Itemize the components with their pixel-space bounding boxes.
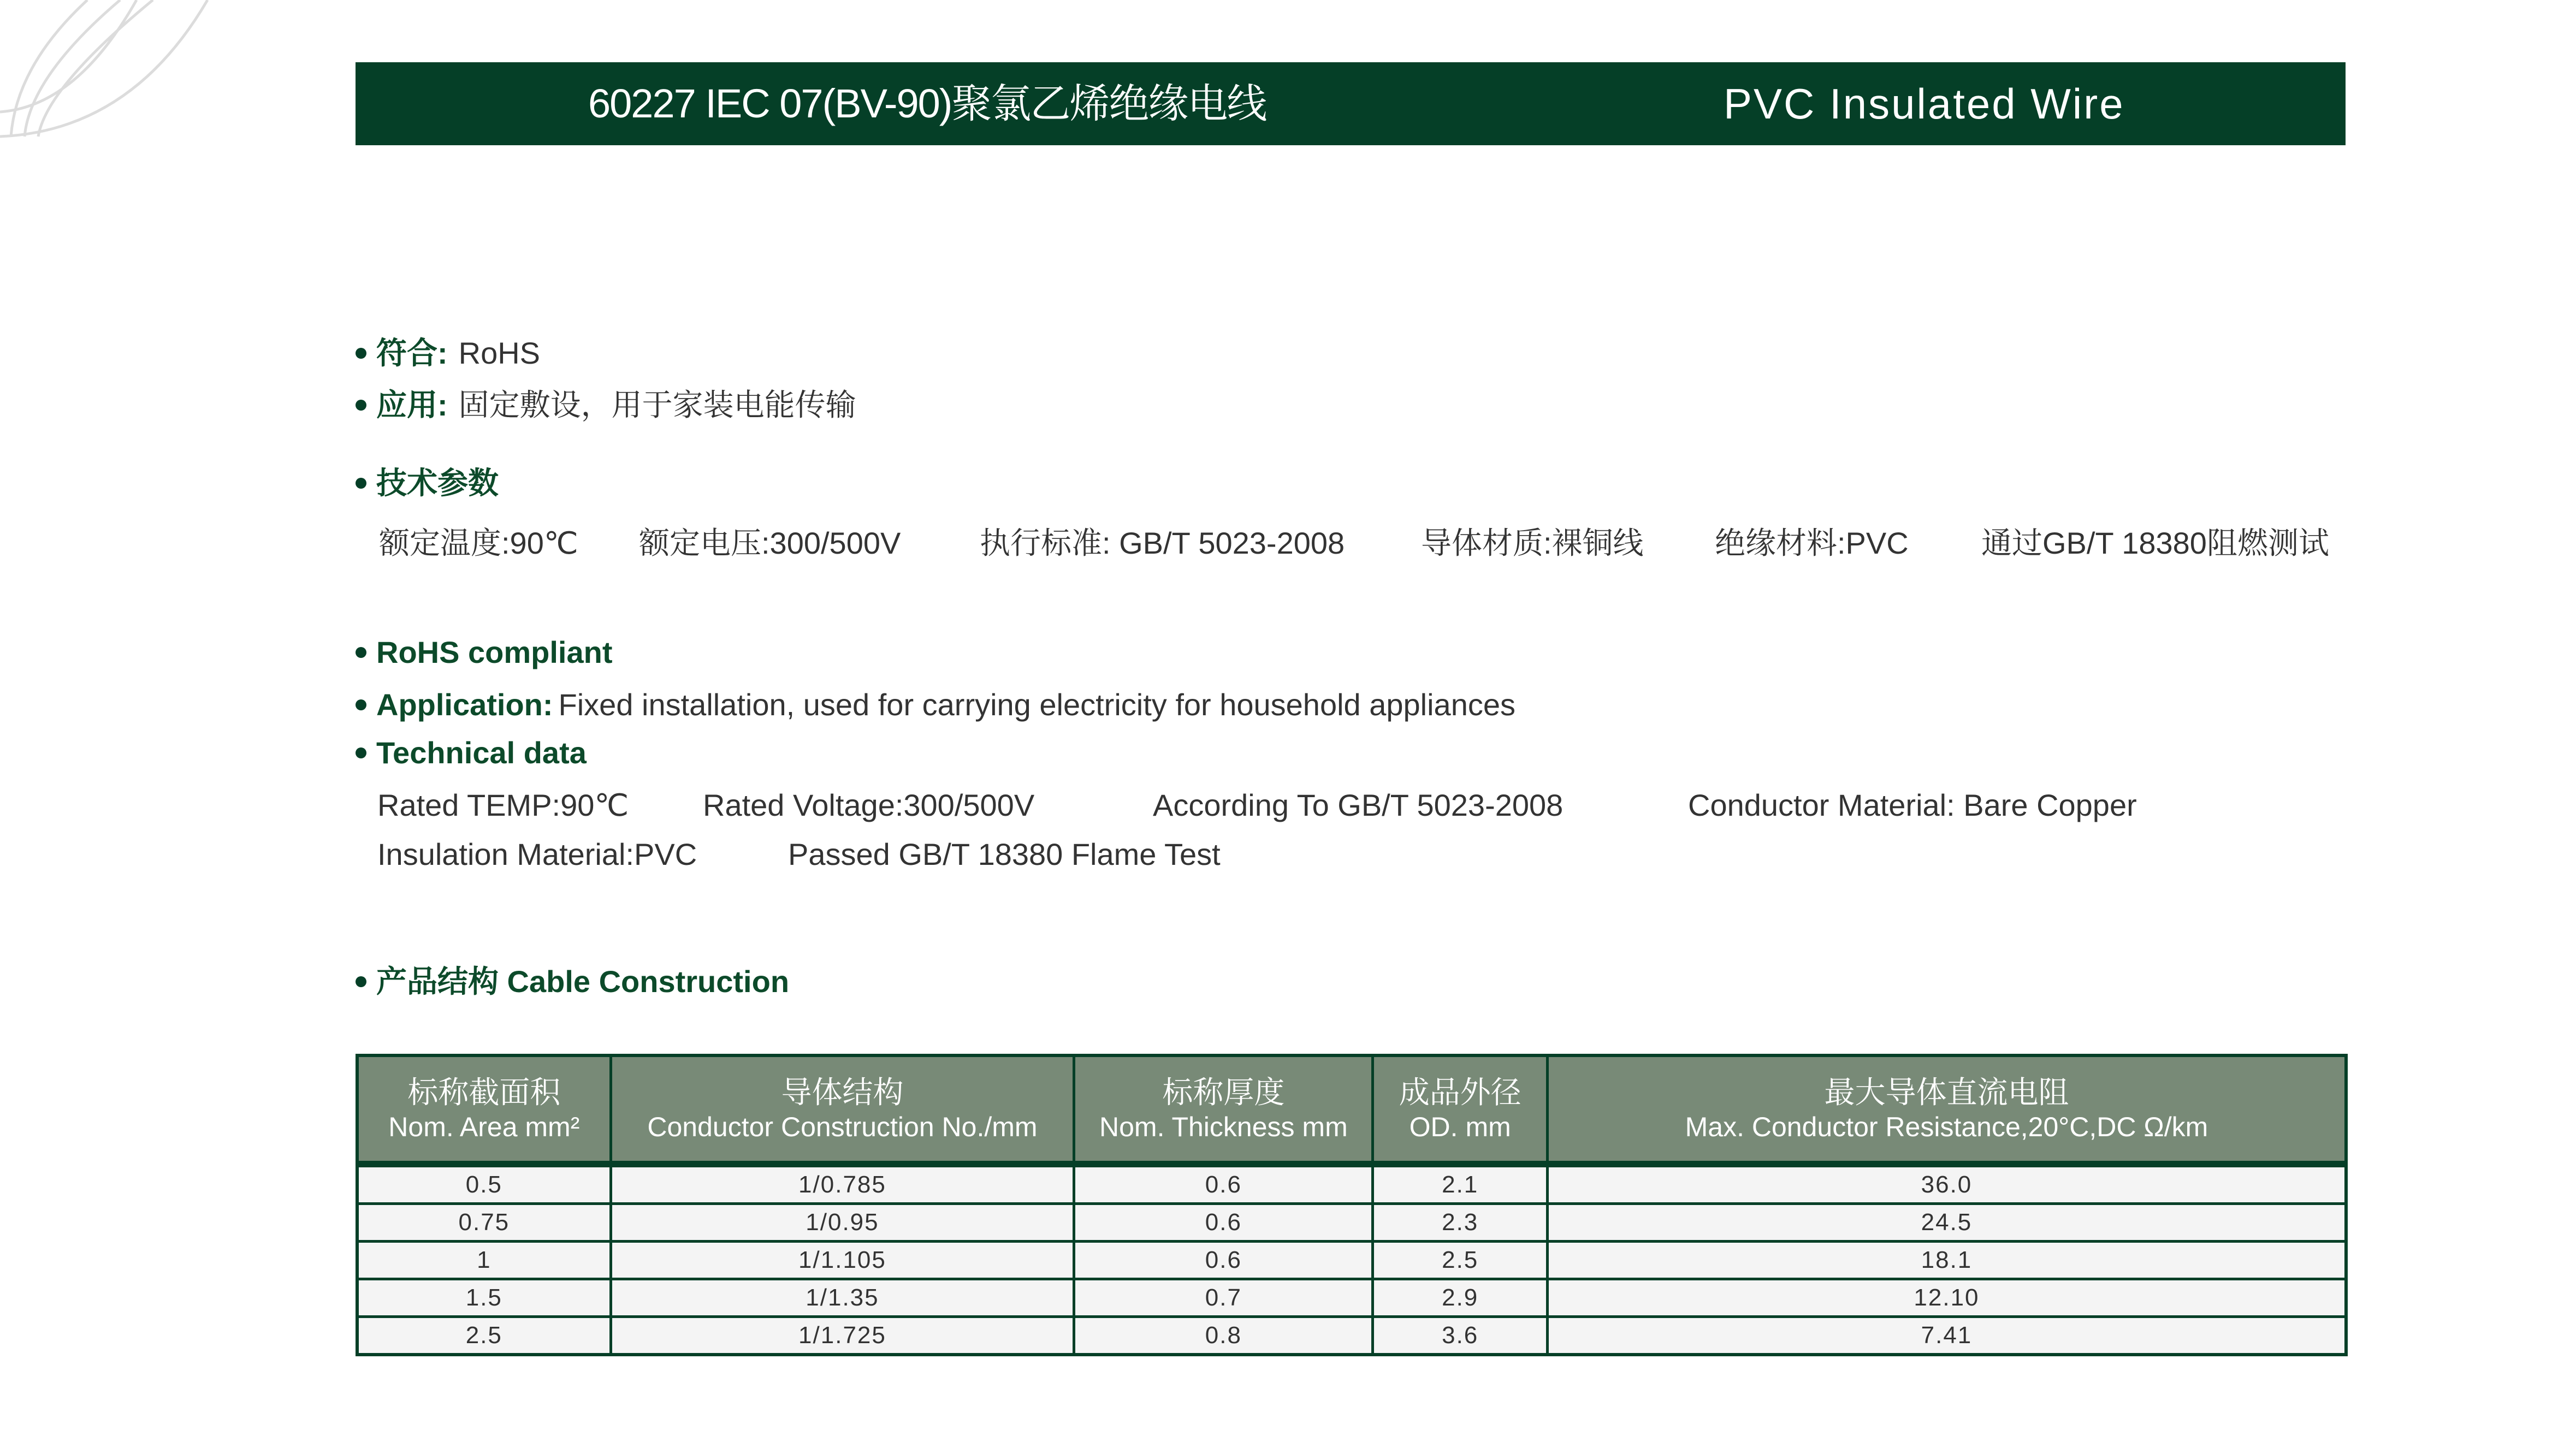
title-chinese: 60227 IEC 07(BV-90)聚氯乙烯绝缘电线 — [588, 81, 1266, 126]
cell-thickness: 0.6 — [1074, 1242, 1373, 1279]
table-row — [357, 1164, 2346, 1204]
cell-conductor: 1/1.105 — [611, 1242, 1074, 1279]
cell-conductor: 1/1.35 — [611, 1279, 1074, 1317]
compliance-line — [356, 334, 540, 372]
cell-resistance: 36.0 — [1547, 1164, 2346, 1204]
bullet-dot-icon — [356, 478, 366, 489]
table-row — [357, 1204, 2346, 1242]
cell-resistance: 24.5 — [1547, 1204, 2346, 1242]
application-line-en — [356, 686, 1515, 724]
construction-heading: 产品结构 Cable Construction — [376, 964, 790, 999]
flame-test-en: Passed GB/T 18380 Flame Test — [788, 837, 1221, 871]
standard-en: According To GB/T 5023-2008 — [1153, 788, 1564, 822]
table-row — [357, 1317, 2346, 1355]
cell-resistance: 7.41 — [1547, 1317, 2346, 1355]
rated-temp: Rated TEMP:90℃ — [377, 788, 629, 822]
application-line-cn — [356, 386, 856, 424]
cell-od: 2.3 — [1373, 1204, 1547, 1242]
construction-table — [356, 1054, 2348, 1356]
cell-area: 0.75 — [357, 1204, 611, 1242]
cell-conductor: 1/0.95 — [611, 1204, 1074, 1242]
cell-od: 2.5 — [1373, 1242, 1547, 1279]
table-row — [357, 1279, 2346, 1317]
application-label-cn: 应用: — [376, 388, 448, 422]
bullet-dot-icon — [356, 699, 366, 710]
compliance-label: 符合: — [376, 336, 448, 370]
cell-od: 3.6 — [1373, 1317, 1547, 1355]
tech-heading-cn: 技术参数 — [376, 466, 499, 500]
param-conductor: 导体材质:裸铜线 — [1421, 526, 1644, 560]
cell-thickness: 0.7 — [1074, 1279, 1373, 1317]
param-standard: 执行标准: GB/T 5023-2008 — [980, 526, 1345, 560]
rohs-compliant: RoHS compliant — [376, 635, 613, 669]
bullet-dot-icon — [356, 647, 366, 658]
insulation-material: Insulation Material:PVC — [377, 837, 697, 871]
cell-thickness: 0.6 — [1074, 1204, 1373, 1242]
cell-thickness: 0.6 — [1074, 1164, 1373, 1204]
cell-resistance: 12.10 — [1547, 1279, 2346, 1317]
param-flame-test: 通过GB/T 18380阻燃测试 — [1981, 526, 2329, 560]
col-header-od: 成品外径 OD. mm — [1373, 1055, 1547, 1164]
title-bar — [356, 62, 2346, 145]
cell-area: 0.5 — [357, 1164, 611, 1204]
table-row — [357, 1242, 2346, 1279]
cell-conductor: 1/1.725 — [611, 1317, 1074, 1355]
application-value-en: Fixed installation, used for carrying electricity for household appliances — [558, 687, 1515, 722]
application-label-en: Application: — [376, 687, 553, 722]
bullet-dot-icon — [356, 348, 366, 359]
cell-area: 1.5 — [357, 1279, 611, 1317]
tech-heading-en: Technical data — [376, 735, 587, 770]
construction-heading-line — [356, 963, 789, 1001]
col-header-resistance: 最大导体直流电阻 Max. Conductor Resistance,20°C,DC Ω/km — [1547, 1055, 2346, 1164]
cell-area: 1 — [357, 1242, 611, 1279]
tech-heading-en-line — [356, 734, 587, 772]
corner-decoration-icon — [0, 0, 229, 147]
bullet-dot-icon — [356, 747, 366, 758]
rohs-line — [356, 633, 612, 672]
cell-od: 2.1 — [1373, 1164, 1547, 1204]
cell-od: 2.9 — [1373, 1279, 1547, 1317]
application-value-cn: 固定敷设，用于家装电能传输 — [458, 388, 856, 422]
table-header-row — [357, 1055, 2346, 1164]
col-header-thickness: 标称厚度 Nom. Thickness mm — [1074, 1055, 1373, 1164]
bullet-dot-icon — [356, 400, 366, 411]
param-insulation: 绝缘材料:PVC — [1715, 526, 1909, 560]
cell-thickness: 0.8 — [1074, 1317, 1373, 1355]
title-english: PVC Insulated Wire — [1724, 80, 2125, 128]
param-voltage: 额定电压:300/500V — [639, 526, 901, 560]
col-header-conductor: 导体结构 Conductor Construction No./mm — [611, 1055, 1074, 1164]
rated-voltage: Rated Voltage:300/500V — [703, 788, 1035, 822]
cell-conductor: 1/0.785 — [611, 1164, 1074, 1204]
cell-resistance: 18.1 — [1547, 1242, 2346, 1279]
param-temperature: 额定温度:90℃ — [379, 526, 578, 560]
cell-area: 2.5 — [357, 1317, 611, 1355]
col-header-area: 标称截面积 Nom. Area mm² — [357, 1055, 611, 1164]
bullet-dot-icon — [356, 976, 366, 987]
tech-heading-cn-line — [356, 464, 499, 502]
compliance-value: RoHS — [458, 336, 541, 370]
tech-params-cn — [379, 524, 2345, 562]
conductor-material: Conductor Material: Bare Copper — [1688, 788, 2137, 822]
